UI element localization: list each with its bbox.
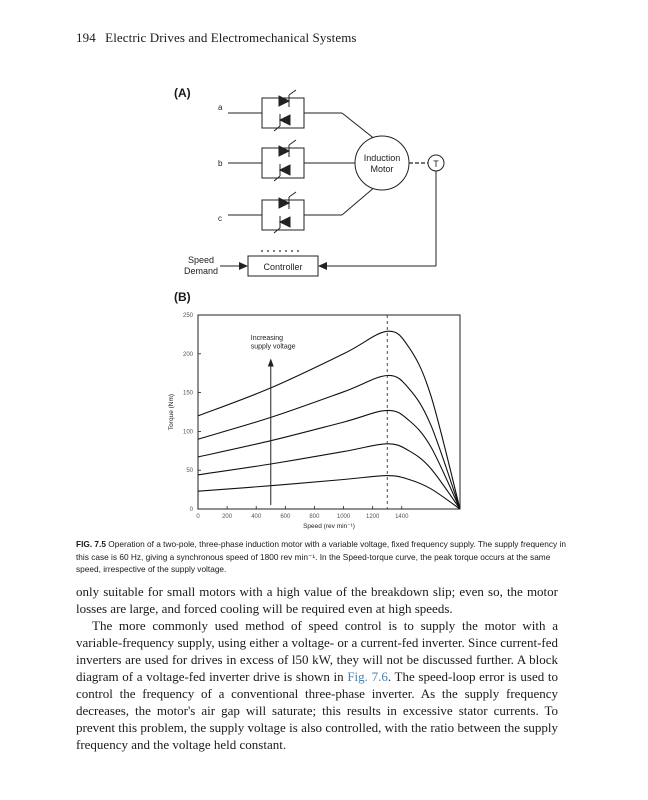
phase-label-a: a: [218, 103, 223, 112]
y-tick-label: 200: [182, 351, 193, 358]
y-tick-label: 50: [186, 468, 193, 475]
x-tick-label: 400: [251, 514, 262, 520]
figure-7-6-link[interactable]: Fig. 7.6: [347, 669, 388, 684]
x-tick-label: 800: [309, 514, 320, 520]
motor-label-line2: Motor: [370, 164, 394, 174]
y-axis-label: Torque (Nm): [168, 393, 175, 431]
x-tick-label: 1200: [365, 514, 380, 520]
x-axis-label: Speed (rev min⁻¹): [303, 523, 355, 530]
induction-motor-symbol: [355, 136, 409, 190]
torque-curve-v1: [198, 476, 460, 509]
annotation-line2: supply voltage: [250, 343, 296, 351]
plot-frame: [198, 315, 460, 509]
page-number: 194: [76, 30, 96, 45]
feedback-arrow: [318, 262, 327, 270]
x-tick-label: 1000: [336, 514, 351, 520]
paragraph-2-end: . The speed-loop error is used to control the frequency of a conventional three-phase inverter. As the supply frequency decreases, the motor's air gap will saturate; this results in excessive stator currents. To prevent this problem, the supply voltage is also controlled, with the ratio between the supply frequency and the voltage held constant.: [76, 669, 559, 752]
y-tick-label: 150: [182, 390, 193, 397]
x-tick-label: 1400: [395, 514, 409, 520]
paragraph-2-start: The more commonly used method of speed control is to supply the motor with a variable-frequency supply, using either a voltage- or a current-fed inverter. Since current-fed inverters are used for drives in excess of l50 kW, they will not be discussed further. A block diagram of a voltage-fed inverter drive is shown in: [76, 618, 558, 684]
y-tick-label: 0: [189, 507, 193, 513]
x-tick-label: 0: [196, 514, 200, 520]
tacho-label: T: [433, 159, 439, 169]
speed-demand-line1: Speed: [187, 255, 215, 265]
firing-signals: [261, 250, 299, 252]
figure-caption: [76, 538, 574, 576]
figure-label: FIG. 7.5: [76, 539, 106, 549]
x-tick-label: 200: [222, 514, 233, 520]
phase-label-b: b: [218, 159, 223, 168]
figure-caption-text: Operation of a two-pole, three-phase induction motor with a variable voltage, fixed frequency supply. The supply frequency in this case is 60 Hz, giving a synchronous speed of 1800 rev min⁻¹. In the Speed-torque curve, the peak torque occurs at the same speed, irrespective of the supply voltage.: [76, 539, 566, 574]
thyristor-pair-c: [262, 192, 304, 233]
y-tick-label: 250: [182, 313, 193, 319]
annotation-line1: Increasing: [250, 334, 284, 342]
running-title: Electric Drives and Electromechanical Systems: [105, 30, 357, 45]
panel-a-label: (A): [174, 86, 191, 100]
torque-speed-chart: [160, 305, 480, 535]
paragraph-2: [76, 617, 558, 753]
thyristor-pair-a: [262, 90, 304, 131]
speed-demand-line2: Demand: [183, 266, 219, 276]
phase-label-c: c: [218, 214, 222, 223]
torque-curve-v4: [198, 375, 460, 509]
torque-curve-v2: [198, 444, 460, 509]
torque-curve-v3: [198, 410, 460, 509]
increasing-voltage-arrowhead: [268, 358, 274, 366]
y-tick-label: 100: [182, 429, 193, 436]
paragraph-1: only suitable for small motors with a high value of the breakdown slip; even so, the motor losses are large, and forced cooling will be required even at high speeds.: [76, 584, 558, 616]
body-text: [76, 583, 558, 753]
controller-label: Controller: [263, 262, 303, 272]
thyristor-pair-b: [262, 140, 304, 181]
motor-label-line1: Induction: [363, 153, 401, 163]
panel-a-diagram: [0, 0, 648, 300]
x-tick-label: 600: [280, 514, 291, 520]
speed-demand-arrow: [239, 262, 248, 270]
panel-b-label: (B): [174, 290, 191, 304]
torque-curve-v5: [198, 331, 460, 509]
